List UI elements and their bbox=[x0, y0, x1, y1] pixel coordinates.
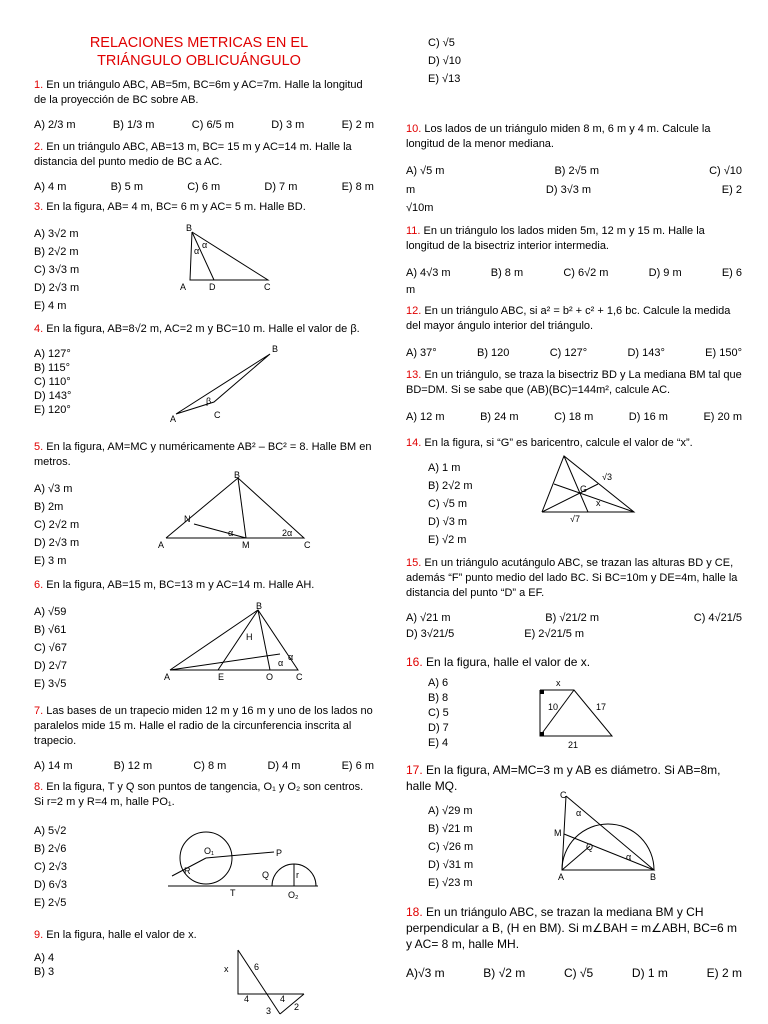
question-number: 1. bbox=[34, 79, 44, 91]
option[interactable]: E) 2 m bbox=[341, 118, 374, 131]
figure-q5 bbox=[158, 470, 318, 552]
option[interactable]: D) 16 m bbox=[628, 410, 668, 423]
option[interactable]: A) 4 m bbox=[34, 180, 67, 193]
option[interactable]: A) 4√3 m bbox=[406, 266, 451, 279]
label-4: 4 bbox=[244, 994, 250, 1004]
question-text bbox=[406, 368, 742, 398]
label-Q: Q bbox=[262, 870, 270, 880]
option[interactable]: A) √5 m bbox=[406, 164, 445, 177]
option[interactable]: C) 2√3 bbox=[34, 860, 67, 873]
label-alpha: α bbox=[278, 658, 284, 668]
question-body: En la figura, halle el valor de x. bbox=[422, 655, 591, 669]
question-body: Las bases de un trapecio miden 12 m y 16 m y uno de los lados no paralelos mide 15 m. Halle el radio de la circunferencia inscrita al trapecio. bbox=[34, 705, 373, 747]
question-body: En la figura, AM=MC=3 m y AB es diámetro. Si AB=8m, halle MQ. bbox=[406, 763, 721, 794]
option[interactable]: D) 9 m bbox=[648, 266, 682, 279]
option[interactable]: D) 143° bbox=[34, 389, 72, 402]
figure-q6 bbox=[162, 600, 312, 682]
question-number: 15. bbox=[406, 557, 422, 569]
question-number: 18. bbox=[406, 905, 423, 919]
options-list-q9-cont bbox=[428, 34, 764, 88]
label-alpha: α bbox=[626, 852, 632, 862]
question-text bbox=[406, 224, 742, 254]
option[interactable]: E) 3√5 bbox=[34, 677, 67, 690]
option[interactable]: A) √59 bbox=[34, 605, 67, 618]
question-number: 10. bbox=[406, 123, 422, 135]
option[interactable]: E) 2√21/5 m bbox=[524, 628, 585, 641]
option[interactable]: E) 2 m bbox=[706, 965, 742, 980]
options-list bbox=[34, 951, 374, 979]
question-text bbox=[34, 322, 374, 337]
option[interactable]: B) 5 m bbox=[110, 180, 143, 193]
label-sqrt7: √7 bbox=[570, 514, 580, 524]
label-O2: O₂ bbox=[288, 890, 299, 900]
option[interactable]: A) √3 m bbox=[34, 482, 73, 495]
question-body: En un triángulo ABC, si a² = b² + c² + 1,6 bc. Calcule la medida del mayor ángulo interior del triángulo. bbox=[406, 305, 731, 332]
option[interactable]: E) 4 bbox=[428, 737, 449, 750]
question-number: 3. bbox=[34, 201, 44, 213]
question-number: 9. bbox=[34, 929, 44, 941]
option[interactable]: B) 3 bbox=[34, 965, 55, 978]
option[interactable]: B) 2m bbox=[34, 500, 64, 513]
question-body: En un triángulo ABC, AB=13 m, BC= 15 m y AC=14 m. Halle la distancia del punto medio de BC a AC. bbox=[34, 141, 352, 168]
option[interactable]: C) √5 bbox=[563, 965, 594, 980]
label-17: 17 bbox=[596, 702, 607, 712]
option[interactable]: D) 3 m bbox=[271, 118, 305, 131]
label-A: A bbox=[180, 282, 187, 292]
label-3: 3 bbox=[266, 1006, 272, 1016]
option[interactable]: B) √2 m bbox=[483, 965, 526, 980]
question-18 bbox=[406, 904, 742, 981]
question-body: En un triángulo acutángulo ABC, se trazan las alturas BD y CE, además “F” punto medio del lado BC. Si BC=10m y DE=4m, halle la distancia del punto “D” a EF. bbox=[406, 557, 738, 599]
label-alpha: α bbox=[202, 240, 208, 250]
question-text bbox=[34, 704, 374, 749]
options-row bbox=[34, 118, 374, 133]
option[interactable]: A) √21 m bbox=[406, 611, 451, 624]
option[interactable]: D) 2√3 m bbox=[34, 536, 80, 549]
question-9 bbox=[34, 928, 374, 979]
label-O: O bbox=[266, 672, 274, 682]
options-row bbox=[406, 410, 742, 425]
label-A: A bbox=[164, 672, 171, 682]
option[interactable]: C) 5 bbox=[428, 707, 449, 720]
question-text bbox=[406, 654, 742, 670]
label-C: C bbox=[304, 540, 311, 550]
option[interactable]: B) √21/2 m bbox=[545, 611, 600, 624]
label-E: E bbox=[218, 672, 225, 682]
question-2 bbox=[34, 140, 374, 195]
question-number: 17. bbox=[406, 763, 423, 777]
option[interactable]: C) √5 bbox=[428, 37, 455, 49]
question-text bbox=[34, 200, 374, 215]
question-text bbox=[406, 556, 742, 601]
label-M: M bbox=[242, 540, 250, 550]
label-B: B bbox=[186, 223, 193, 233]
option[interactable]: A) 14 m bbox=[34, 759, 73, 772]
option[interactable]: E) 8 m bbox=[341, 180, 374, 193]
option[interactable]: A)√3 m bbox=[406, 965, 445, 980]
figure-q8 bbox=[162, 830, 322, 902]
option[interactable]: C) √10 bbox=[709, 164, 742, 177]
label-A: A bbox=[558, 872, 565, 882]
label-B: B bbox=[234, 470, 241, 480]
label-C: C bbox=[296, 672, 303, 682]
question-text bbox=[406, 122, 742, 152]
option[interactable]: B) 2√5 m bbox=[554, 164, 600, 177]
question-text bbox=[34, 928, 374, 943]
figure-q17 bbox=[554, 786, 664, 882]
question-number: 13. bbox=[406, 369, 422, 381]
option[interactable]: D) 1 m bbox=[631, 965, 668, 980]
question-7 bbox=[34, 704, 374, 773]
options-row bbox=[406, 164, 742, 179]
option[interactable]: D) √10 bbox=[428, 55, 461, 67]
option[interactable]: B) 2√2 m bbox=[34, 245, 79, 258]
label-x: x bbox=[596, 498, 601, 508]
label-G: G bbox=[580, 484, 588, 494]
option[interactable]: E) 20 m bbox=[703, 410, 742, 423]
question-number: 14. bbox=[406, 437, 422, 449]
option-cont: m bbox=[406, 183, 416, 196]
label-P: P bbox=[276, 848, 283, 858]
option[interactable]: A) 4 bbox=[34, 951, 55, 964]
option[interactable]: C) 6√2 m bbox=[563, 266, 609, 279]
label-4b: 4 bbox=[280, 994, 286, 1004]
option[interactable]: B) 1/3 m bbox=[112, 118, 155, 131]
label-alpha: α bbox=[228, 528, 234, 538]
label-B: B bbox=[256, 601, 263, 611]
option[interactable]: D) 4 m bbox=[267, 759, 301, 772]
label-N: N bbox=[184, 514, 191, 524]
options-row bbox=[406, 627, 742, 642]
options-row bbox=[406, 266, 742, 281]
option[interactable]: B) 2√6 bbox=[34, 842, 67, 855]
option[interactable]: C) 4√21/5 bbox=[693, 611, 742, 624]
options-row bbox=[406, 346, 742, 361]
option[interactable]: D) 2√7 bbox=[34, 659, 67, 672]
question-number: 7. bbox=[34, 705, 44, 717]
option[interactable]: D) 3√21/5 bbox=[406, 628, 455, 641]
label-alpha: α bbox=[576, 808, 582, 818]
option[interactable]: E) 150° bbox=[705, 346, 742, 359]
question-text bbox=[34, 578, 374, 593]
question-1 bbox=[34, 78, 374, 133]
label-R: R bbox=[184, 866, 191, 876]
option[interactable]: A) 5√2 bbox=[34, 824, 67, 837]
option[interactable]: C) √26 m bbox=[428, 841, 474, 854]
label-2: 2 bbox=[294, 1002, 300, 1012]
question-number: 16. bbox=[406, 655, 423, 669]
label-C: C bbox=[560, 790, 567, 800]
question-text bbox=[34, 440, 374, 470]
label-21: 21 bbox=[568, 740, 579, 750]
question-text bbox=[34, 78, 374, 108]
options-row bbox=[406, 183, 742, 198]
option[interactable]: D) 3√3 m bbox=[545, 183, 592, 196]
option[interactable]: B) 8 m bbox=[490, 266, 524, 279]
options-row bbox=[34, 759, 374, 774]
options-row bbox=[406, 965, 742, 981]
options-row bbox=[34, 180, 374, 195]
label-x: x bbox=[224, 964, 229, 974]
option[interactable]: A) √29 m bbox=[428, 805, 473, 818]
label-A: A bbox=[158, 540, 165, 550]
label-10: 10 bbox=[548, 702, 559, 712]
option[interactable]: A) 6 bbox=[428, 677, 449, 690]
figure-q14 bbox=[534, 450, 644, 526]
figure-q16 bbox=[534, 676, 624, 750]
option[interactable]: E) 2√5 bbox=[34, 896, 67, 909]
question-number: 6. bbox=[34, 579, 44, 591]
question-body: En la figura, si “G” es baricentro, calcule el valor de “x”. bbox=[421, 437, 693, 449]
question-12 bbox=[406, 304, 742, 361]
option[interactable]: A) 127° bbox=[34, 347, 71, 360]
figure-q4 bbox=[168, 342, 298, 426]
option[interactable]: C) 6 m bbox=[187, 180, 221, 193]
title-line-1: RELACIONES METRICAS EN EL bbox=[89, 35, 309, 51]
option[interactable]: C) 2√2 m bbox=[34, 518, 80, 531]
question-number: 4. bbox=[34, 323, 44, 335]
question-body: Los lados de un triángulo miden 8 m, 6 m y 4 m. Calcule la longitud de la menor mediana. bbox=[406, 123, 711, 150]
option[interactable]: D) 143° bbox=[627, 346, 665, 359]
option[interactable]: C) √5 m bbox=[428, 497, 468, 510]
option[interactable]: C) 6/5 m bbox=[191, 118, 234, 131]
option[interactable]: B) 2√2 m bbox=[428, 479, 473, 492]
label-B: B bbox=[272, 344, 279, 354]
label-Q: Q bbox=[586, 842, 594, 852]
option[interactable]: E) √13 bbox=[428, 73, 461, 85]
option[interactable]: B) 8 bbox=[428, 692, 449, 705]
question-text bbox=[406, 904, 742, 953]
option[interactable]: D) 7 m bbox=[264, 180, 298, 193]
label-T: T bbox=[230, 888, 236, 898]
label-x: x bbox=[556, 678, 561, 688]
label-sqrt3: √3 bbox=[602, 472, 612, 482]
option[interactable]: A) 3√2 m bbox=[34, 227, 79, 240]
option[interactable]: A) 12 m bbox=[406, 410, 445, 423]
page-title bbox=[34, 34, 364, 70]
label-O1: O₁ bbox=[204, 846, 215, 856]
option[interactable]: B) 115° bbox=[34, 361, 70, 374]
option[interactable]: E) 3 m bbox=[34, 554, 67, 567]
label-2alpha: 2α bbox=[282, 528, 293, 538]
option[interactable]: E) 2 bbox=[721, 183, 742, 196]
label-H: H bbox=[246, 632, 253, 642]
option[interactable]: D) √3 m bbox=[428, 515, 468, 528]
question-body: En un triángulo los lados miden 5m, 12 m y 15 m. Halle la longitud de la bisectriz interior intermedia. bbox=[406, 225, 705, 252]
question-text bbox=[406, 304, 742, 334]
question-text bbox=[34, 140, 374, 170]
option[interactable]: E) √23 m bbox=[428, 877, 473, 890]
option[interactable]: E) 120° bbox=[34, 403, 71, 416]
label-C: C bbox=[214, 410, 221, 420]
option[interactable]: C) 8 m bbox=[193, 759, 227, 772]
label-r: r bbox=[296, 870, 299, 880]
question-text bbox=[406, 436, 742, 451]
label-M: M bbox=[554, 828, 562, 838]
question-number: 2. bbox=[34, 141, 44, 153]
question-body: En la figura, AM=MC y numéricamente AB² – BC² = 8. Halle BM en metros. bbox=[34, 441, 372, 468]
option[interactable]: B) 24 m bbox=[480, 410, 519, 423]
option[interactable]: A) 2/3 m bbox=[34, 118, 76, 131]
option[interactable]: B) √21 m bbox=[428, 823, 473, 836]
question-number: 5. bbox=[34, 441, 44, 453]
option[interactable]: C) 127° bbox=[549, 346, 588, 359]
question-13 bbox=[406, 368, 742, 425]
option[interactable]: E) 6 bbox=[721, 266, 742, 279]
option[interactable]: C) √67 bbox=[34, 641, 67, 654]
question-number: 8. bbox=[34, 781, 44, 793]
label-alpha: α bbox=[194, 246, 200, 256]
option[interactable]: B) 120 bbox=[477, 346, 510, 359]
label-C: C bbox=[264, 282, 271, 292]
label-D: D bbox=[209, 282, 216, 292]
option[interactable]: B) 12 m bbox=[113, 759, 153, 772]
question-body: En la figura, T y Q son puntos de tangencia, O₁ y O₂ son centros. Si r=2 m y R=4 m, halle PO₁. bbox=[34, 781, 364, 808]
question-body: En un triángulo, se traza la bisectriz BD y La mediana BM tal que BD=DM. Si se sabe que (AB)(BC)=144m², calcule AC. bbox=[406, 369, 742, 396]
question-15 bbox=[406, 556, 742, 642]
figure-q3 bbox=[180, 222, 310, 294]
option-cont: m bbox=[406, 283, 416, 296]
option[interactable]: E) √2 m bbox=[428, 533, 467, 546]
option[interactable]: D) 2√3 m bbox=[34, 281, 80, 294]
option[interactable]: D) 6√3 bbox=[34, 878, 67, 891]
question-body: En la figura, AB= 4 m, BC= 6 m y AC= 5 m. Halle BD. bbox=[43, 201, 306, 213]
question-body: En la figura, AB=15 m, BC=13 m y AC=14 m. Halle AH. bbox=[43, 579, 315, 591]
question-11 bbox=[406, 224, 742, 297]
title-line-2: TRIÁNGULO OBLICUÁNGULO bbox=[97, 53, 301, 70]
label-B: B bbox=[650, 872, 657, 882]
question-body: En un triángulo ABC, AB=5m, BC=6m y AC=7m. Halle la longitud de la proyección de BC sobre AB. bbox=[34, 79, 363, 106]
option[interactable]: C) 110° bbox=[34, 375, 71, 388]
options-row bbox=[406, 611, 742, 626]
question-body: En un triángulo ABC, se trazan la mediana BM y CH perpendicular a B, (H en BM). Si m∠BAH = m∠ABH, BC=6 m y AC= 8 m, halle MH. bbox=[406, 905, 737, 952]
label-A: A bbox=[170, 414, 177, 424]
label-alpha: α bbox=[288, 652, 294, 662]
option[interactable]: E) 6 m bbox=[341, 759, 374, 772]
option[interactable]: A) 1 m bbox=[428, 461, 461, 474]
option[interactable]: C) 3√3 m bbox=[34, 263, 80, 276]
question-text bbox=[34, 780, 374, 810]
figure-q9 bbox=[218, 944, 318, 1020]
option[interactable]: D) 7 bbox=[428, 722, 449, 735]
option-cont: √10m bbox=[406, 202, 434, 215]
label-beta: β bbox=[206, 396, 212, 406]
question-body: En la figura, halle el valor de x. bbox=[43, 929, 197, 941]
question-10 bbox=[406, 122, 742, 216]
question-number: 12. bbox=[406, 305, 422, 317]
option[interactable]: B) √61 bbox=[34, 623, 67, 636]
question-body: En la figura, AB=8√2 m, AC=2 m y BC=10 m. Halle el valor de β. bbox=[43, 323, 360, 335]
option[interactable]: D) √31 m bbox=[428, 859, 474, 872]
option[interactable]: E) 4 m bbox=[34, 299, 67, 312]
label-6: 6 bbox=[254, 962, 260, 972]
question-number: 11. bbox=[406, 225, 421, 237]
option[interactable]: C) 18 m bbox=[554, 410, 594, 423]
option[interactable]: A) 37° bbox=[406, 346, 437, 359]
